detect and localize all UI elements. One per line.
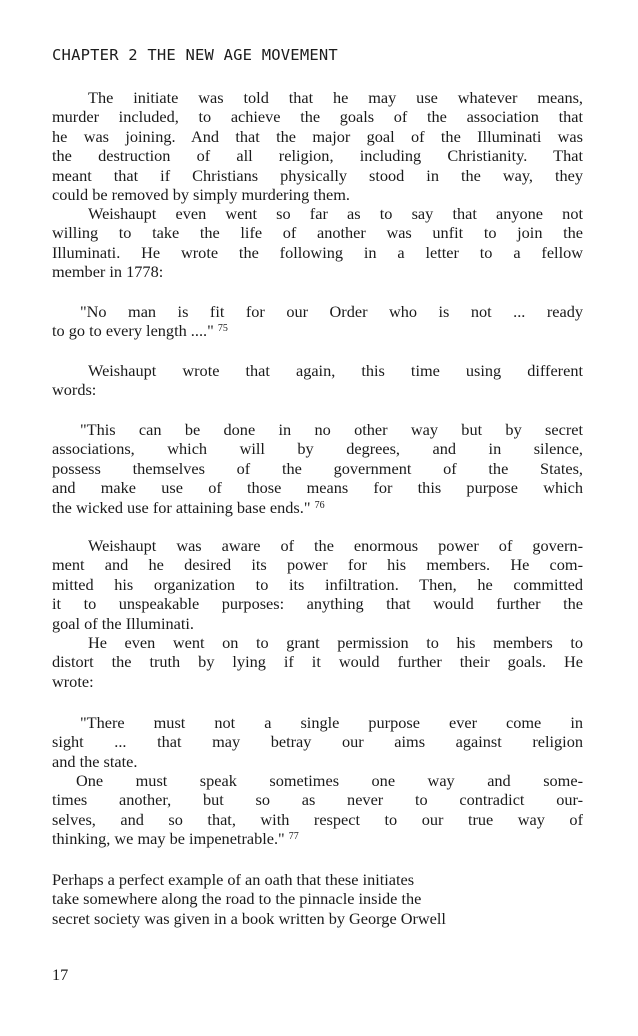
- text-line: The initiate was told that he may use whatever means,: [88, 88, 583, 107]
- text-line: wrote:: [52, 671, 94, 691]
- text-line: secret society was given in a book written by George Orwell: [52, 908, 446, 928]
- text-line: thinking, we may be impenetrable." $^{77}$: [52, 829, 299, 849]
- text-line: mitted his organization to its infiltration. Then, he committed: [52, 574, 583, 594]
- text-line: Perhaps a perfect example of an oath that these initiates: [52, 870, 415, 889]
- quote-76: [52, 420, 583, 517]
- text-line: murder included, to achieve the goals of the association that: [52, 107, 583, 127]
- page-number: 17: [52, 965, 69, 984]
- paragraph-initiate: [52, 88, 583, 204]
- quote-77-part-1: [52, 713, 583, 771]
- paragraph-orwell: [52, 870, 583, 928]
- text-line: and the state.: [52, 751, 138, 771]
- text-line: he was joining. And that the major goal of the Illuminati was: [52, 126, 583, 146]
- text-line: "No man is fit for our Order who is not ... ready: [80, 302, 583, 321]
- text-line: it to unspeakable purposes: anything that would further the: [52, 594, 583, 614]
- text-line: Weishaupt wrote that again, this time using different: [88, 361, 583, 380]
- paragraph-power-of-government: [52, 536, 583, 633]
- text-line: ment and he desired its power for his members. He com-: [52, 555, 583, 575]
- text-line: willing to take the life of another was unfit to join the: [52, 223, 583, 243]
- text-line: goal of the Illuminati.: [52, 613, 194, 633]
- quote-77-part-2: [52, 771, 583, 849]
- paragraph-different-words: [52, 361, 583, 400]
- text-line: to go to every length ...." $^{75}$: [52, 321, 228, 341]
- text-line: possess themselves of the government of the States,: [52, 458, 583, 478]
- text-line: Weishaupt was aware of the enormous power of govern-: [88, 536, 583, 555]
- text-line: the wicked use for attaining base ends." $^{76}$: [52, 497, 325, 517]
- chapter-header: CHAPTER 2 THE NEW AGE MOVEMENT: [52, 46, 338, 64]
- paragraph-weishaupt-letter: [52, 204, 583, 282]
- text-line: "This can be done in no other way but by secret: [80, 420, 583, 439]
- footnote-marker: 76: [314, 499, 325, 511]
- text-line: Weishaupt even went so far as to say that anyone not: [88, 204, 583, 223]
- text-line: the destruction of all religion, including Christianity. That: [52, 146, 583, 166]
- text-line: distort the truth by lying if it would further their goals. He: [52, 652, 583, 672]
- text-line: selves, and so that, with respect to our true way of: [52, 809, 583, 829]
- text-line: sight ... that may betray our aims against religion: [52, 732, 583, 752]
- text-line: words:: [52, 380, 97, 400]
- text-line: times another, but so as never to contradict our-: [52, 790, 583, 810]
- text-line: He even went on to grant permission to his members to: [88, 633, 583, 652]
- text-line: could be removed by simply murdering them.: [52, 184, 350, 204]
- text-line: One must speak sometimes one way and some-: [76, 771, 583, 790]
- text-line: meant that if Christians physically stood in the way, they: [52, 165, 583, 185]
- text-line: member in 1778:: [52, 262, 164, 282]
- text-line: "There must not a single purpose ever come in: [80, 713, 583, 732]
- text-line: Illuminati. He wrote the following in a letter to a fellow: [52, 242, 583, 262]
- text-line: take somewhere along the road to the pinnacle inside the: [52, 889, 422, 909]
- footnote-marker: 75: [217, 323, 228, 335]
- text-line: associations, which will by degrees, and in silence,: [52, 439, 583, 459]
- paragraph-lying-permission: [52, 633, 583, 691]
- text-line: and make use of those means for this purpose which: [52, 478, 583, 498]
- quote-75: [52, 302, 583, 341]
- footnote-marker: 77: [288, 831, 299, 843]
